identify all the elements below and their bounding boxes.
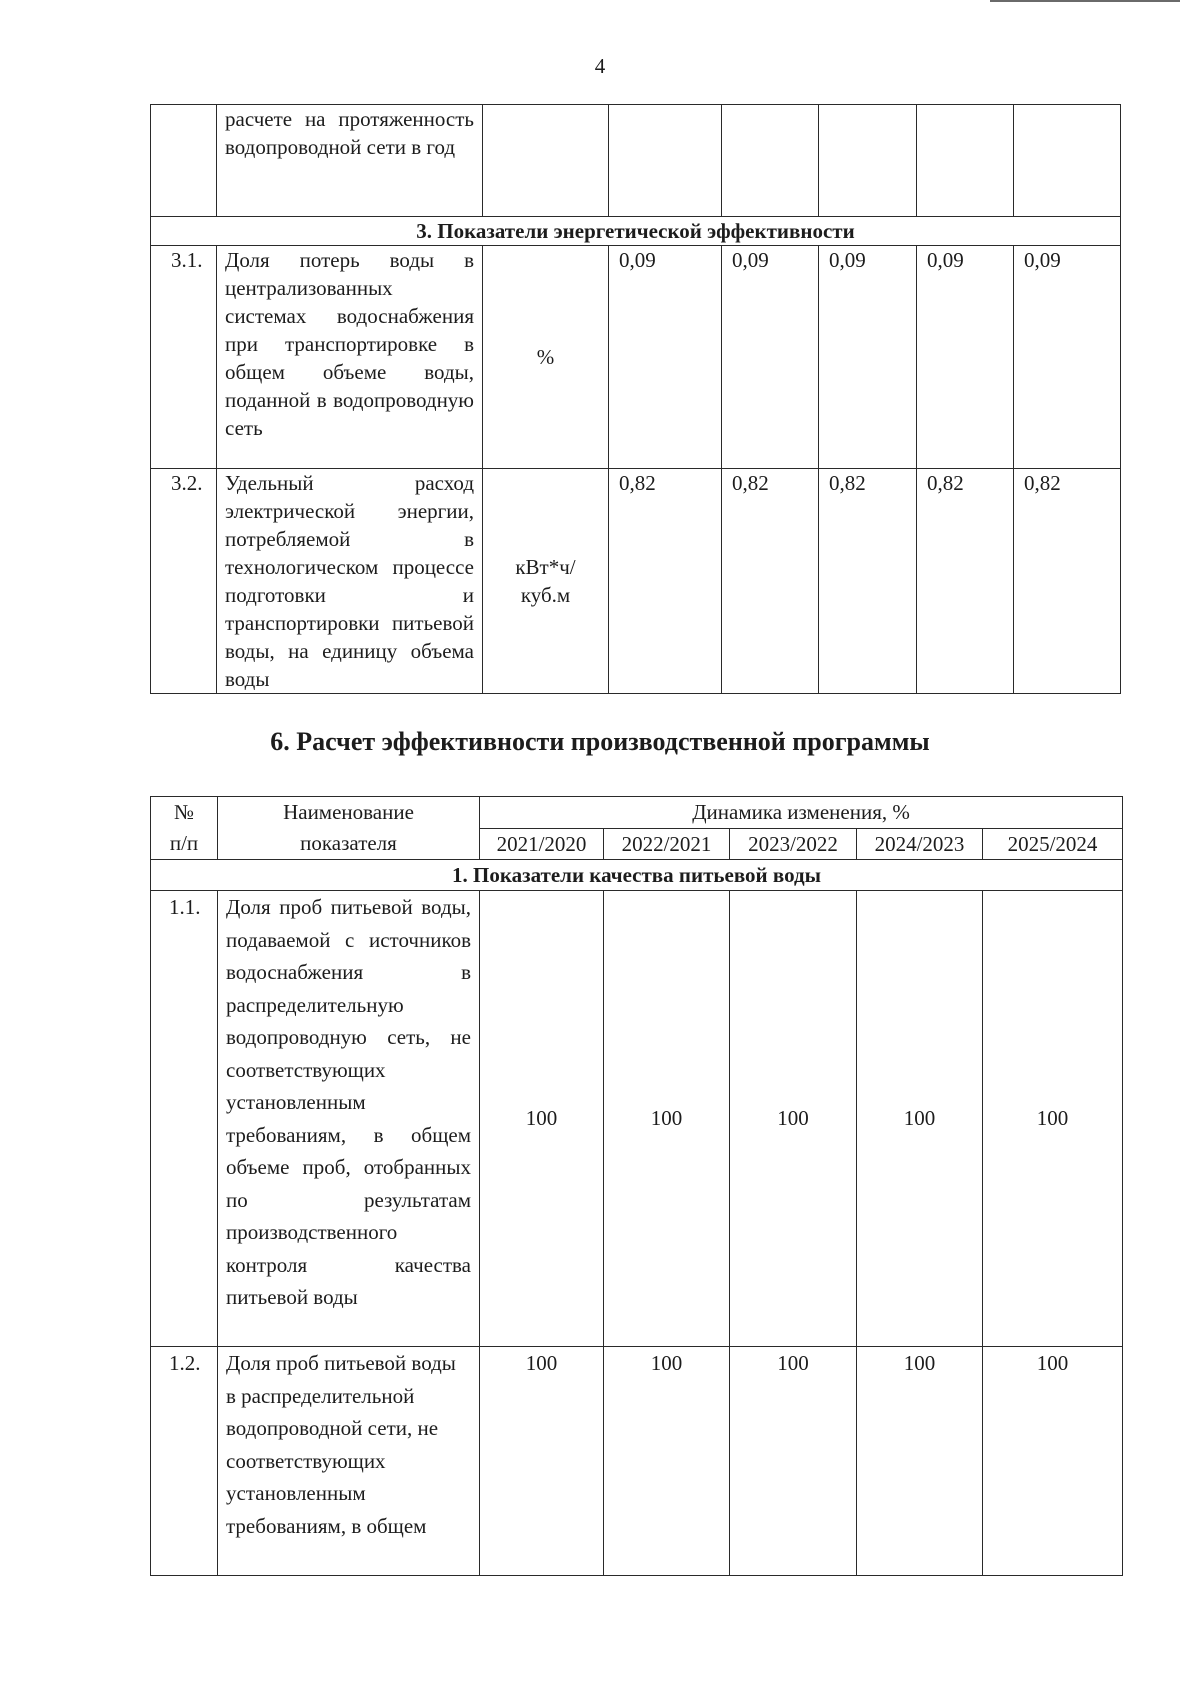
value-cell: 0,09 <box>1014 246 1121 469</box>
continuation-row <box>151 105 1121 217</box>
indicator-name: Удельный расход электрической энергии, потребляемой в технологическом процессе подготовки и транспортировки питьевой воды, на единицу объема воды <box>217 469 483 694</box>
header-year: 2025/2024 <box>983 829 1123 860</box>
value-cell <box>819 105 917 217</box>
header-year: 2021/2020 <box>480 829 604 860</box>
section-title: 1. Показатели качества питьевой воды <box>151 860 1123 891</box>
table-row <box>151 246 1121 469</box>
section-row <box>151 217 1121 246</box>
value-cell: 100 <box>857 1347 983 1576</box>
indicator-name: Доля проб питьевой воды, подаваемой с источников водоснабжения в распределительную водопроводную сеть, не соответствующих установленным требованиям, в общем объеме проб, отобранных по результатам производственного контроля качества питьевой воды <box>218 891 480 1347</box>
value-cell: 0,82 <box>722 469 819 694</box>
table-row <box>151 1347 1123 1576</box>
value-cell: 0,82 <box>1014 469 1121 694</box>
energy-efficiency-table <box>150 104 1121 694</box>
section-heading: 6. Расчет эффективности производственной программы <box>270 727 930 756</box>
row-number: 1.2. <box>151 1347 218 1576</box>
unit-line: куб.м <box>520 583 571 607</box>
value-cell: 100 <box>730 891 857 1347</box>
header-name-cell <box>218 797 480 860</box>
value-cell: 0,82 <box>917 469 1014 694</box>
unit-cell <box>483 469 609 694</box>
value-cell: 0,82 <box>609 469 722 694</box>
value-cell: 100 <box>983 1347 1123 1576</box>
header-number-line: № <box>173 800 195 824</box>
page-number: 4 <box>594 54 606 78</box>
unit-cell: % <box>483 246 609 469</box>
row-number: 1.1. <box>151 891 218 1347</box>
value-cell <box>917 105 1014 217</box>
value-cell: 100 <box>604 891 730 1347</box>
header-name-line: Наименование <box>283 800 414 824</box>
indicator-name: расчете на протяженность водопроводной сети в год <box>217 105 483 217</box>
value-cell: 0,09 <box>819 246 917 469</box>
efficiency-calculation-table <box>150 796 1123 1576</box>
row-number: 3.1. <box>151 246 217 469</box>
table-row <box>151 891 1123 1347</box>
unit-line: кВт*ч/ <box>515 555 576 579</box>
section-row <box>151 860 1123 891</box>
header-number-line: п/п <box>169 831 199 855</box>
value-cell <box>609 105 722 217</box>
header-year: 2023/2022 <box>730 829 857 860</box>
value-cell: 0,09 <box>917 246 1014 469</box>
value-cell <box>1014 105 1121 217</box>
table-row <box>151 469 1121 694</box>
value-cell: 0,82 <box>819 469 917 694</box>
header-row <box>151 797 1123 829</box>
header-year: 2024/2023 <box>857 829 983 860</box>
row-number: 3.2. <box>151 469 217 694</box>
scan-edge-mark <box>990 0 1180 2</box>
value-cell: 100 <box>983 891 1123 1347</box>
section-title: 3. Показатели энергетической эффективности <box>151 217 1121 246</box>
header-number-cell <box>151 797 218 860</box>
header-year: 2022/2021 <box>604 829 730 860</box>
value-cell: 100 <box>730 1347 857 1576</box>
value-cell: 0,09 <box>722 246 819 469</box>
header-name-line: показателя <box>300 831 397 855</box>
value-cell: 100 <box>604 1347 730 1576</box>
value-cell: 100 <box>857 891 983 1347</box>
unit-cell <box>483 105 609 217</box>
indicator-name: Доля потерь воды в централизованных системах водоснабжения при транспортировке в общем объеме воды, поданной в водопроводную сеть <box>217 246 483 469</box>
value-cell <box>722 105 819 217</box>
row-number <box>151 105 217 217</box>
indicator-name: Доля проб питьевой воды в распределительной водопроводной сети, не соответствующих установленным требованиям, в общем <box>218 1347 480 1576</box>
value-cell: 0,09 <box>609 246 722 469</box>
header-dynamics: Динамика изменения, % <box>480 797 1123 829</box>
value-cell: 100 <box>480 1347 604 1576</box>
value-cell: 100 <box>480 891 604 1347</box>
